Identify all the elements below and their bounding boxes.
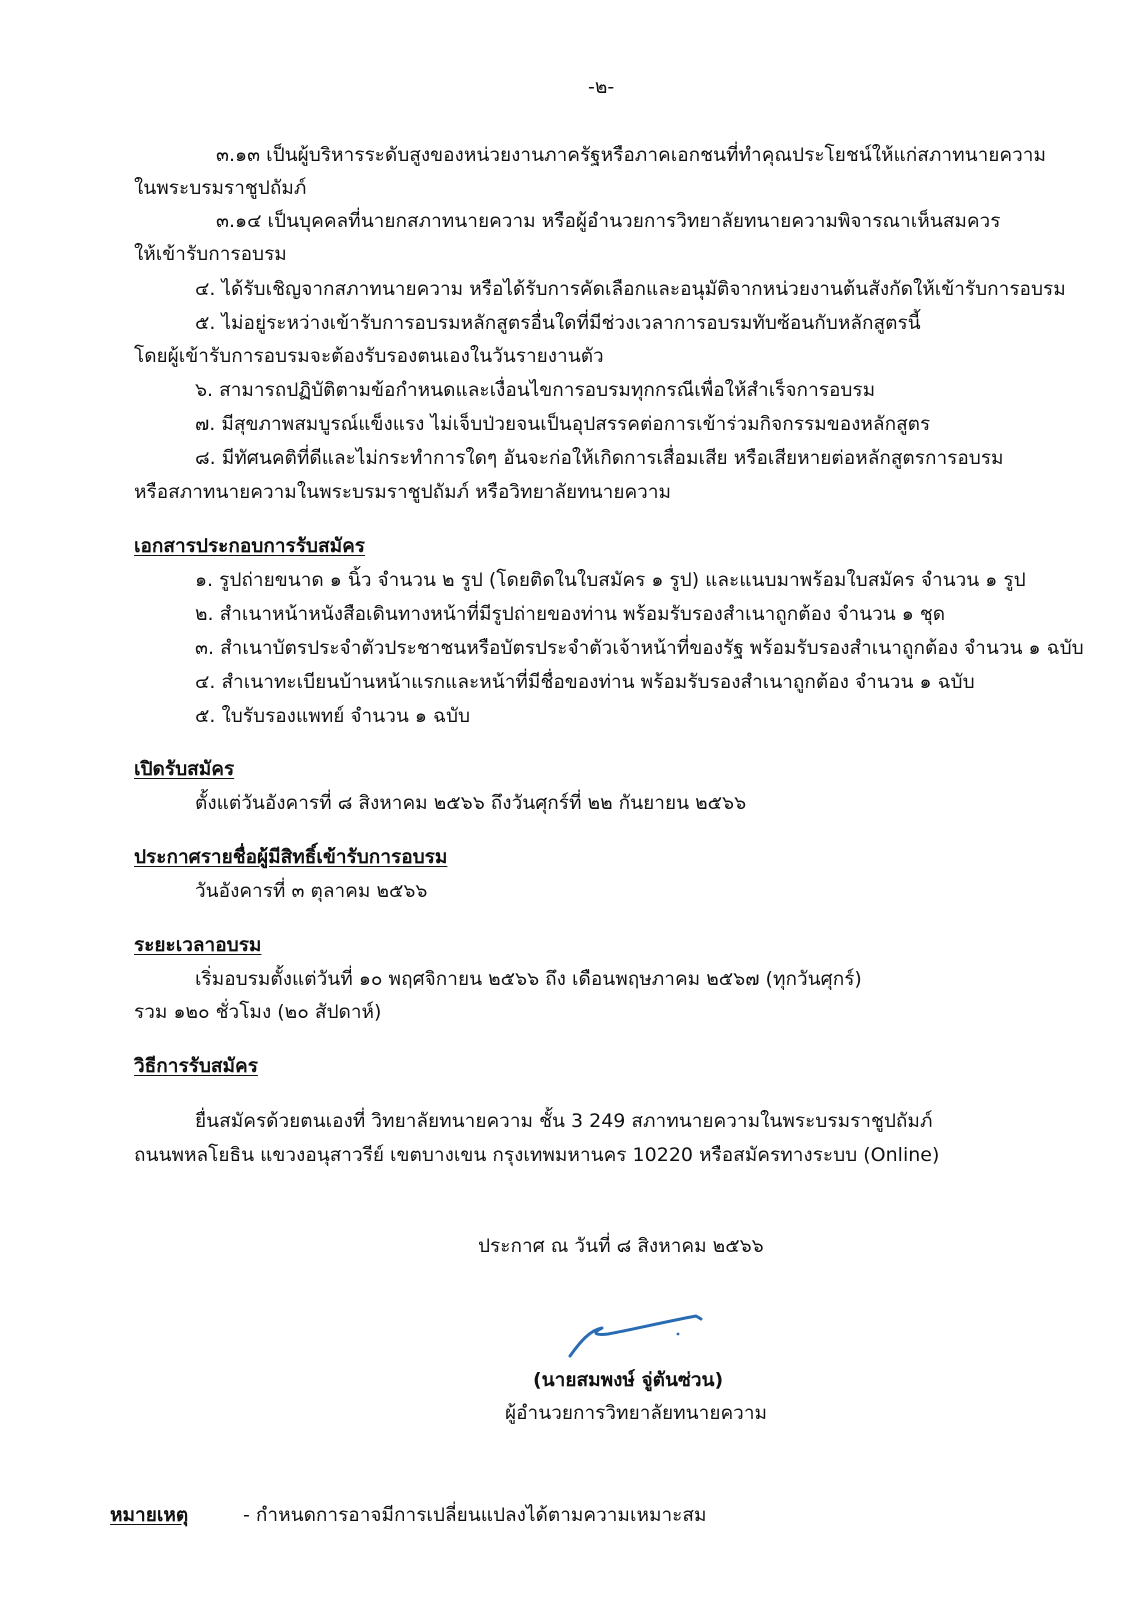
signature-dot [677, 1333, 680, 1336]
qualification-3-13-line2: ในพระบรมราชูปถัมภ์ [134, 177, 307, 199]
qualification-5-line1: ๕. ไม่อยู่ระหว่างเข้ารับการอบรมหลักสูตรอื่นใดที่มีช่วงเวลาการอบรมทับซ้อนกับหลักสูตรนี้ [195, 312, 921, 334]
signatory-position: ผู้อำนวยการวิทยาลัยทนายความ [505, 1402, 768, 1424]
duration-line2: รวม ๑๒๐ ชั่วโมง (๒๐ สัปดาห์) [134, 1001, 382, 1023]
document-item-1: ๑. รูปถ่ายขนาด ๑ นิ้ว จำนวน ๒ รูป (โดยติดในใบสมัคร ๑ รูป) และแนบมาพร้อมใบสมัคร จำนวน ๑ รูป [195, 569, 1026, 591]
qualification-8-line2: หรือสภาทนายความในพระบรมราชูปถัมภ์ หรือวิทยาลัยทนายความ [134, 481, 672, 503]
qualification-5-line2: โดยผู้เข้ารับการอบรมจะต้องรับรองตนเองในวันรายงานตัว [134, 345, 604, 367]
announced-date: ประกาศ ณ วันที่ ๘ สิงหาคม ๒๕๖๖ [478, 1235, 764, 1257]
documents-heading: เอกสารประกอบการรับสมัคร [134, 535, 366, 557]
how-to-apply-line2: ถนนพหลโยธิน แขวงอนุสาวรีย์ เขตบางเขน กรุงเทพมหานคร 10220 หรือสมัครทางระบบ (Online) [134, 1144, 940, 1166]
page-number: -๒- [588, 76, 615, 98]
document-item-5: ๕. ใบรับรองแพทย์ จำนวน ๑ ฉบับ [195, 705, 471, 727]
qualification-4: ๔. ได้รับเชิญจากสภาทนายความ หรือได้รับการคัดเลือกและอนุมัติจากหน่วยงานต้นสังกัดให้เข้ารับการอบรม [195, 278, 1066, 300]
announcement-heading: ประกาศรายชื่อผู้มีสิทธิ์เข้ารับการอบรม [134, 846, 448, 868]
application-period-text: ตั้งแต่วันอังคารที่ ๘ สิงหาคม ๒๕๖๖ ถึงวันศุกร์ที่ ๒๒ กันยายน ๒๕๖๖ [195, 792, 747, 814]
qualification-8-line1: ๘. มีทัศนคติที่ดีและไม่กระทำการใดๆ อันจะก่อให้เกิดการเสื่อมเสีย หรือเสียหายต่อหลักสูตรการอบรม [195, 447, 1004, 469]
note-text: - กำหนดการอาจมีการเปลี่ยนแปลงได้ตามความเหมาะสม [243, 1504, 707, 1526]
note-label: หมายเหตุ [110, 1504, 189, 1526]
signature-image [568, 1312, 718, 1362]
how-to-apply-heading: วิธีการรับสมัคร [134, 1055, 258, 1077]
duration-line1: เริ่มอบรมตั้งแต่วันที่ ๑๐ พฤศจิกายน ๒๕๖๖ ถึง เดือนพฤษภาคม ๒๕๖๗ (ทุกวันศุกร์) [195, 968, 862, 990]
duration-heading: ระยะเวลาอบรม [134, 934, 262, 956]
how-to-apply-line1: ยื่นสมัครด้วยตนเองที่ วิทยาลัยทนายความ ชั้น 3 249 สภาทนายความในพระบรมราชูปถัมภ์ [195, 1110, 933, 1132]
qualification-7: ๗. มีสุขภาพสมบูรณ์แข็งแรง ไม่เจ็บป่วยจนเป็นอุปสรรคต่อการเข้าร่วมกิจกรรมของหลักสูตร [195, 413, 931, 435]
qualification-6: ๖. สามารถปฏิบัติตามข้อกำหนดและเงื่อนไขการอบรมทุกกรณีเพื่อให้สำเร็จการอบรม [195, 379, 876, 401]
application-period-heading: เปิดรับสมัคร [134, 758, 235, 780]
qualification-3-14-line1: ๓.๑๔ เป็นบุคคลที่นายกสภาทนายความ หรือผู้อำนวยการวิทยาลัยทนายความพิจารณาเห็นสมควร [216, 210, 1001, 232]
qualification-3-14-line2: ให้เข้ารับการอบรม [134, 243, 287, 265]
signature-stroke [570, 1316, 701, 1356]
qualification-3-13-line1: ๓.๑๓ เป็นผู้บริหารระดับสูงของหน่วยงานภาครัฐหรือภาคเอกชนที่ทำคุณประโยชน์ให้แก่สภาทนายความ [216, 144, 1046, 166]
document-item-4: ๔. สำเนาทะเบียนบ้านหน้าแรกและหน้าที่มีชื่อของท่าน พร้อมรับรองสำเนาถูกต้อง จำนวน ๑ ฉบับ [195, 671, 975, 693]
document-item-3: ๓. สำเนาบัตรประจำตัวประชาชนหรือบัตรประจำตัวเจ้าหน้าที่ของรัฐ พร้อมรับรองสำเนาถูกต้อง จำนวน ๑ ฉบับ [195, 637, 1084, 659]
announcement-text: วันอังคารที่ ๓ ตุลาคม ๒๕๖๖ [195, 880, 428, 902]
document-item-2: ๒. สำเนาหน้าหนังสือเดินทางหน้าที่มีรูปถ่ายของท่าน พร้อมรับรองสำเนาถูกต้อง จำนวน ๑ ชุด [195, 603, 946, 625]
signatory-name: (นายสมพงษ์ จู่ตันซ่วน) [533, 1369, 724, 1391]
